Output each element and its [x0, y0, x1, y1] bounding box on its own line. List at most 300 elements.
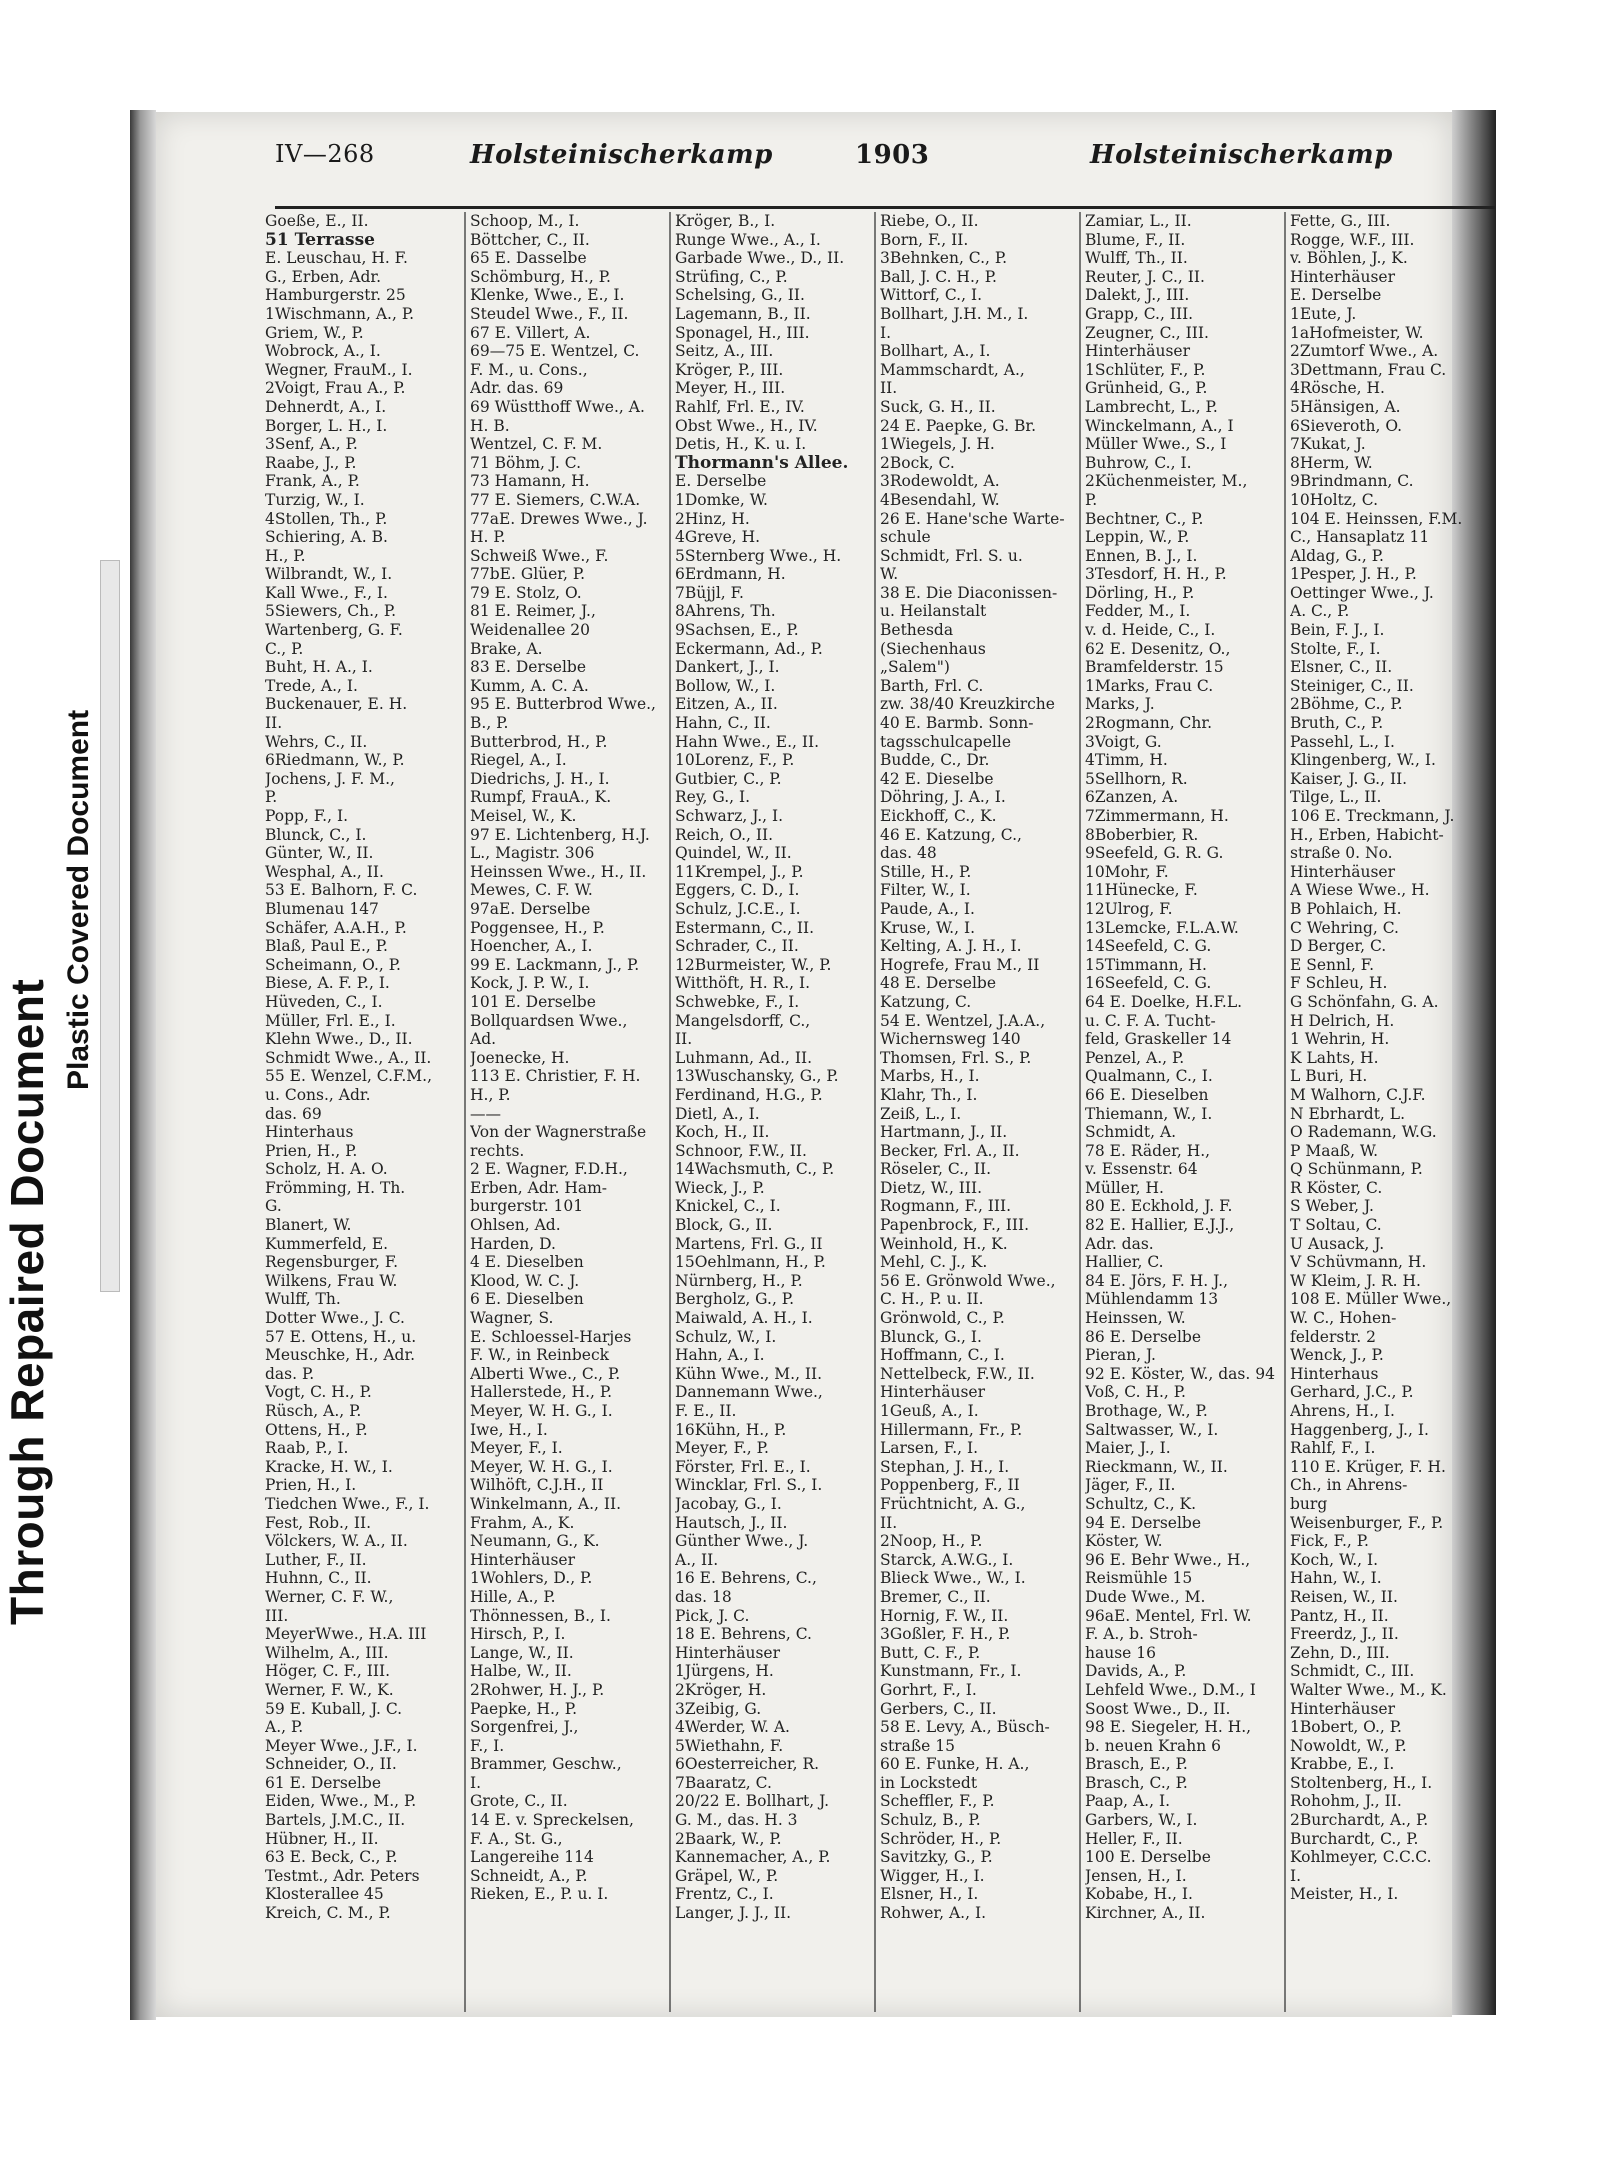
- directory-entry: Hamburgerstr. 25: [265, 286, 406, 305]
- directory-entry: 2Zumtorf Wwe., A.: [1290, 342, 1439, 361]
- directory-entry: Schwebke, F., I.: [675, 992, 800, 1011]
- directory-entry: I.: [880, 323, 892, 342]
- directory-entry: H. B.: [470, 416, 510, 435]
- directory-entry: Lehfeld Wwe., D.M., I: [1085, 1680, 1256, 1699]
- directory-entry: E. Leuschau, H. F.: [265, 249, 408, 268]
- directory-entry: 97aE. Derselbe: [470, 899, 591, 918]
- directory-entry: F., I.: [470, 1736, 505, 1755]
- directory-entry: 94 E. Derselbe: [1085, 1513, 1202, 1532]
- directory-entry: 53 E. Balhorn, F. C.: [265, 881, 418, 900]
- directory-entry: Butterbrod, H., P.: [470, 732, 608, 751]
- directory-entry: Dietl, A., I.: [675, 1104, 760, 1123]
- directory-entry: 5Sternberg Wwe., H.: [675, 546, 842, 565]
- directory-entry: Elsner, H., I.: [880, 1885, 979, 1904]
- directory-entry: Hinterhäuser: [1290, 862, 1396, 881]
- directory-entry: Jochens, J. F. M.,: [265, 769, 395, 788]
- directory-entry: Blumenau 147: [265, 899, 379, 918]
- directory-entry: 3Senf, A., P.: [265, 435, 358, 454]
- directory-entry: Mangelsdorff, C.,: [675, 1011, 811, 1030]
- directory-entry: G., Erben, Adr.: [265, 267, 382, 286]
- directory-entry: Wulff, Th., II.: [1085, 249, 1188, 268]
- directory-entry: 1Geuß, A., I.: [880, 1402, 979, 1420]
- directory-entry: 15Timmann, H.: [1085, 955, 1207, 974]
- directory-entry: Hinterhaus: [1290, 1364, 1379, 1383]
- directory-entry: 1 Wehrin, H.: [1290, 1030, 1390, 1049]
- directory-entry: u. Heilanstalt: [880, 602, 987, 621]
- directory-entry: 16Seefeld, C. G.: [1085, 974, 1212, 993]
- directory-entry: Oettinger Wwe., J.: [1290, 583, 1434, 602]
- directory-entry: 97 E. Lichtenberg, H.J.: [470, 825, 650, 844]
- directory-entry: 84 E. Jörs, F. H. J.,: [1085, 1271, 1229, 1290]
- directory-entry: Garbers, W., I.: [1085, 1811, 1198, 1830]
- directory-entry: Harden, D.: [470, 1234, 556, 1253]
- directory-entry: Leppin, W., P.: [1085, 528, 1190, 547]
- directory-entry: schule: [880, 528, 931, 547]
- directory-entry: F. E., II.: [675, 1402, 737, 1420]
- directory-entry: Schelsing, G., II.: [675, 286, 805, 305]
- directory-entry: U Ausack, J.: [1290, 1234, 1385, 1253]
- directory-entry: Klood, W. C. J.: [470, 1271, 580, 1290]
- directory-entry: Müller, H.: [1085, 1178, 1164, 1197]
- directory-entry: W. C., Hohen-: [1290, 1309, 1397, 1328]
- directory-entry: v. Essenstr. 64: [1085, 1160, 1198, 1179]
- directory-entry: L Buri, H.: [1290, 1067, 1368, 1086]
- directory-entry: Davids, A., P.: [1085, 1662, 1187, 1681]
- directory-entry: Poppenberg, F., II: [880, 1476, 1020, 1495]
- directory-entry: Becker, Frl. A., II.: [880, 1141, 1020, 1160]
- directory-entry: (Siechenhaus: [880, 639, 986, 658]
- directory-entry: MeyerWwe., H.A. III: [265, 1625, 427, 1644]
- directory-entry: Suck, G. H., II.: [880, 397, 996, 416]
- directory-entry: 3Tesdorf, H. H., P.: [1085, 565, 1227, 584]
- directory-entry: Hoencher, A., I.: [470, 937, 593, 956]
- directory-entry: Ball, J. C. H., P.: [880, 267, 997, 286]
- directory-entry: 51 Terrasse: [265, 230, 375, 250]
- directory-entry: 6Sieveroth, O.: [1290, 416, 1403, 435]
- directory-entry: Hinterhaus: [265, 1123, 354, 1142]
- directory-entry: Thormann's Allee.: [675, 453, 849, 473]
- directory-entry: Marks, J.: [1085, 695, 1155, 714]
- directory-entry: Savitzky, G., P.: [880, 1848, 993, 1867]
- directory-entry: P Maaß, W.: [1290, 1141, 1379, 1160]
- directory-entry: Ohlsen, Ad.: [470, 1216, 561, 1235]
- directory-entry: Prien, H., P.: [265, 1141, 358, 1160]
- directory-entry: 9Brindmann, C.: [1290, 472, 1414, 491]
- directory-entry: Eiden, Wwe., M., P.: [265, 1792, 417, 1811]
- directory-entry: Hornig, F. W., II.: [880, 1606, 1009, 1625]
- directory-entry: 46 E. Katzung, C.,: [880, 825, 1022, 844]
- directory-entry: Passehl, L., I.: [1290, 732, 1395, 751]
- directory-entry: 1Wiegels, J. H.: [880, 435, 995, 454]
- directory-entry: „Salem"): [880, 658, 950, 677]
- directory-entry: Wilkens, Frau W.: [265, 1271, 398, 1290]
- directory-entry: Buckenauer, E. H.: [265, 695, 408, 714]
- directory-entry: Döhring, J. A., I.: [880, 788, 1006, 807]
- directory-entry: K Lahts, H.: [1290, 1048, 1379, 1067]
- directory-entry: Seitz, A., III.: [675, 342, 774, 361]
- directory-entry: Larsen, F., I.: [880, 1439, 979, 1458]
- directory-entry: 2Noop, H., P.: [880, 1532, 983, 1551]
- directory-entry: v. Böhlen, J., K.: [1290, 249, 1408, 268]
- directory-entry: Bechtner, C., P.: [1085, 509, 1204, 528]
- directory-entry: Erben, Adr. Ham-: [470, 1178, 608, 1197]
- directory-entry: ——: [470, 1104, 501, 1123]
- directory-entry: 83 E. Derselbe: [470, 658, 587, 677]
- directory-entry: burgerstr. 101: [470, 1197, 584, 1216]
- directory-entry: Kumm, A. C. A.: [470, 676, 589, 695]
- directory-entry: das. P.: [265, 1364, 315, 1383]
- directory-entry: 86 E. Derselbe: [1085, 1327, 1202, 1346]
- directory-entry: Luther, F., II.: [265, 1550, 367, 1569]
- directory-entry: Wobrock, A., I.: [265, 342, 381, 361]
- directory-entry: Butt, C. F., P.: [880, 1643, 981, 1662]
- directory-entry: Paude, A., I.: [880, 899, 975, 918]
- directory-entry: Heinssen, W.: [1085, 1309, 1186, 1328]
- directory-entry: 59 E. Kuball, J. C.: [265, 1699, 403, 1718]
- directory-entry: Stolte, F., I.: [1290, 639, 1381, 658]
- directory-entry: 55 E. Wenzel, C.F.M.,: [265, 1067, 433, 1086]
- directory-entry: zw. 38/40 Kreuzkirche: [880, 695, 1055, 714]
- directory-entry: Langer, J. J., II.: [675, 1904, 792, 1923]
- directory-entry: II.: [880, 1513, 898, 1532]
- directory-entry: Bein, F. J., I.: [1290, 621, 1385, 640]
- directory-entry: W.: [880, 565, 899, 584]
- directory-entry: Hübner, H., II.: [265, 1829, 379, 1848]
- directory-entry: Schiering, A. B.: [265, 528, 388, 547]
- directory-entry: E. Schloessel-Harjes: [470, 1327, 632, 1346]
- directory-entry: Steudel Wwe., F., II.: [470, 304, 629, 323]
- directory-entry: das. 48: [880, 844, 937, 863]
- directory-entry: V Schüvmann, H.: [1290, 1253, 1427, 1272]
- directory-entry: v. d. Heide, C., I.: [1085, 621, 1216, 640]
- directory-entry: 64 E. Doelke, H.F.L.: [1085, 992, 1243, 1011]
- directory-entry: Penzel, A., P.: [1085, 1048, 1185, 1067]
- directory-entry: Weidenallee 20: [470, 621, 591, 640]
- directory-entry: Turzig, W., I.: [265, 490, 365, 509]
- directory-entry: 20/22 E. Bollhart, J.: [675, 1792, 830, 1811]
- directory-entry: 6Oesterreicher, R.: [675, 1755, 820, 1774]
- directory-entry: Freerdz, J., II.: [1290, 1625, 1399, 1644]
- directory-entry: Kühn Wwe., M., II.: [675, 1364, 823, 1383]
- directory-entry: Jacobay, G., I.: [675, 1494, 782, 1513]
- directory-entry: 79 E. Stolz, O.: [470, 583, 582, 602]
- directory-entry: Gräpel, W., P.: [675, 1866, 779, 1885]
- directory-entry: Günther Wwe., J.: [675, 1532, 809, 1551]
- directory-entry: rechts.: [470, 1141, 525, 1160]
- directory-entry: 3Rodewoldt, A.: [880, 472, 1000, 491]
- directory-entry: 11Krempel, J., P.: [675, 862, 804, 881]
- directory-entry: Zeugner, C., III.: [1085, 323, 1209, 342]
- directory-entry: Scheffler, F., P.: [880, 1792, 995, 1811]
- directory-column: [1085, 212, 1290, 2022]
- directory-entry: 58 E. Levy, A., Büsch-: [880, 1718, 1050, 1737]
- directory-entry: Kannemacher, A., P.: [675, 1848, 831, 1867]
- directory-entry: hause 16: [1085, 1643, 1156, 1662]
- directory-entry: Knickel, C., I.: [675, 1197, 781, 1216]
- directory-entry: 61 E. Derselbe: [265, 1773, 382, 1792]
- directory-entry: Klingenberg, W., I.: [1290, 751, 1436, 770]
- directory-entry: Burchardt, C., P.: [1290, 1829, 1419, 1848]
- repair-notice: Through Repaired Document: [1, 978, 53, 1625]
- directory-entry: Dietz, W., III.: [880, 1178, 983, 1197]
- directory-entry: Hinterhäuser: [1290, 267, 1396, 286]
- directory-entry: Nürnberg, H., P.: [675, 1271, 803, 1290]
- directory-entry: Martens, Frl. G., II: [675, 1234, 823, 1253]
- directory-entry: Grapp, C., III.: [1085, 304, 1194, 323]
- directory-entry: Blume, F., II.: [1085, 230, 1186, 249]
- directory-entry: Neumann, G., K.: [470, 1532, 600, 1551]
- directory-entry: F. A., b. Stroh-: [1085, 1625, 1198, 1644]
- directory-entry: Buht, H. A., I.: [265, 658, 373, 677]
- directory-entry: 69—75 E. Wentzel, C.: [470, 342, 640, 361]
- directory-entry: Dannemann Wwe.,: [675, 1383, 823, 1402]
- directory-entry: Thomsen, Frl. S., P.: [880, 1048, 1032, 1067]
- directory-entry: Hoffmann, C., I.: [880, 1346, 1005, 1365]
- directory-entry: Wichernsweg 140: [880, 1030, 1021, 1049]
- directory-entry: P.: [1085, 490, 1098, 509]
- directory-entry: Hinterhäuser: [1085, 342, 1191, 361]
- directory-entry: C., P.: [265, 639, 304, 658]
- directory-entry: 13Lemcke, F.L.A.W.: [1085, 918, 1239, 937]
- directory-entry: Gutbier, C., P.: [675, 769, 782, 788]
- directory-entry: Brake, A.: [470, 639, 543, 658]
- plastic-notice: Plastic Covered Document: [62, 709, 95, 1090]
- directory-entry: 8Boberbier, R.: [1085, 825, 1199, 844]
- directory-entry: Bruth, C., P.: [1290, 714, 1384, 733]
- directory-entry: Rohohm, J., II.: [1290, 1792, 1402, 1811]
- directory-entry: Schrader, C., II.: [675, 937, 799, 956]
- directory-entry: Meyer, W. H. G., I.: [470, 1402, 613, 1420]
- directory-entry: 96aE. Mentel, Frl. W.: [1085, 1606, 1252, 1625]
- directory-entry: C., Hansaplatz 11: [1290, 528, 1430, 547]
- directory-entry: Blieck Wwe., W., I.: [880, 1569, 1026, 1588]
- directory-entry: E Sennl, F.: [1290, 955, 1375, 974]
- directory-entry: Müller Wwe., S., I: [1085, 435, 1227, 454]
- directory-entry: Mewes, C. F. W.: [470, 881, 593, 900]
- directory-entry: 77 E. Siemers, C.W.A.: [470, 490, 641, 509]
- directory-entry: Fette, G., III.: [1290, 212, 1391, 230]
- directory-entry: Schulz, B., P.: [880, 1811, 981, 1830]
- directory-entry: Böttcher, C., II.: [470, 230, 590, 249]
- directory-entry: 3Dettmann, Frau C.: [1290, 360, 1447, 379]
- directory-entry: Reisen, W., II.: [1290, 1587, 1398, 1606]
- directory-entry: Meyer, W. H. G., I.: [470, 1457, 613, 1476]
- directory-entry: Koch, H., II.: [675, 1123, 770, 1142]
- directory-entry: Frahm, A., K.: [470, 1513, 575, 1532]
- directory-entry: Schröder, H., P.: [880, 1829, 1002, 1848]
- directory-entry: Heller, F., II.: [1085, 1829, 1183, 1848]
- directory-entry: Buhrow, C., I.: [1085, 453, 1192, 472]
- directory-entry: 16 E. Behrens, C.,: [675, 1569, 817, 1588]
- directory-entry: Wehrs, C., II.: [265, 732, 368, 751]
- directory-entry: Reismühle 15: [1085, 1569, 1193, 1588]
- directory-entry: 62 E. Desenitz, O.,: [1085, 639, 1231, 658]
- directory-entry: 4Werder, W. A.: [675, 1718, 790, 1737]
- directory-entry: Kohlmeyer, C.C.C.: [1290, 1848, 1432, 1867]
- directory-entry: Lambrecht, L., P.: [1085, 397, 1218, 416]
- directory-entry: 2Böhme, C., P.: [1290, 695, 1403, 714]
- directory-entry: Barth, Frl. C.: [880, 676, 984, 695]
- directory-entry: 6Zanzen, A.: [1085, 788, 1179, 807]
- directory-entry: Sorgenfrei, J.,: [470, 1718, 579, 1737]
- directory-entry: Kobabe, H., I.: [1085, 1885, 1193, 1904]
- directory-entry: A., II.: [675, 1550, 719, 1569]
- directory-entry: Trede, A., I.: [265, 676, 358, 695]
- directory-entry: Haggenberg, J., I.: [1290, 1420, 1429, 1439]
- directory-entry: Kruse, W., I.: [880, 918, 976, 937]
- directory-entry: Grünheid, G., P.: [1085, 379, 1208, 398]
- directory-entry: 77aE. Drewes Wwe., J.: [470, 509, 648, 528]
- directory-entry: tagsschulcapelle: [880, 732, 1012, 751]
- directory-entry: Schweiß Wwe., F.: [470, 546, 609, 565]
- directory-entry: Rumpf, FrauA., K.: [470, 788, 612, 807]
- directory-entry: Marbs, H., I.: [880, 1067, 980, 1086]
- directory-entry: Hinterhäuser: [1290, 1699, 1396, 1718]
- directory-entry: Schmidt, C., III.: [1290, 1662, 1415, 1681]
- directory-entry: 7Kukat, J.: [1290, 435, 1366, 454]
- directory-entry: Sponagel, H., III.: [675, 323, 810, 342]
- directory-entry: Regensburger, F.: [265, 1253, 399, 1272]
- directory-entry: A., P.: [265, 1718, 304, 1737]
- directory-entry: Halbe, W., II.: [470, 1662, 572, 1681]
- directory-entry: 18 E. Behrens, C.: [675, 1625, 812, 1644]
- directory-entry: Völckers, W. A., II.: [265, 1532, 408, 1551]
- directory-entry: Klosterallee 45: [265, 1885, 384, 1904]
- directory-entry: Weisenburger, F., P.: [1290, 1513, 1444, 1532]
- directory-entry: G. M., das. H. 3: [675, 1811, 798, 1830]
- directory-entry: 54 E. Wentzel, J.A.A.,: [880, 1011, 1046, 1030]
- directory-entry: Köster, W.: [1085, 1532, 1163, 1551]
- directory-entry: 16Kühn, H., P.: [675, 1420, 787, 1439]
- directory-entry: u. Cons., Adr.: [265, 1085, 371, 1104]
- directory-entry: Winkelmann, A., II.: [470, 1494, 622, 1513]
- directory-entry: Strüfing, C., P.: [675, 267, 788, 286]
- directory-entry: Elsner, C., II.: [1290, 658, 1393, 677]
- page-reference: IV—268: [275, 140, 375, 168]
- directory-entry: Ennen, B. J., I.: [1085, 546, 1198, 565]
- directory-entry: Meisel, W., K.: [470, 807, 577, 825]
- directory-entry: C. H., P. u. II.: [880, 1290, 984, 1309]
- directory-entry: Detis, H., K. u. I.: [675, 435, 807, 454]
- directory-entry: straße 0. No.: [1290, 844, 1393, 863]
- directory-entry: Bethesda: [880, 621, 954, 640]
- street-title-right: Holsteinischerkamp: [1090, 140, 1393, 170]
- directory-entry: Dörling, H., P.: [1085, 583, 1195, 602]
- directory-entry: Block, G., II.: [675, 1216, 773, 1235]
- directory-entry: 10Holtz, C.: [1290, 490, 1379, 509]
- directory-entry: 3Zeibig, G.: [675, 1699, 762, 1718]
- directory-entry: A. C., P.: [1290, 602, 1350, 621]
- directory-entry: Zeiß, L., I.: [880, 1104, 962, 1123]
- directory-entry: 104 E. Heinssen, F.M.: [1290, 509, 1463, 528]
- directory-entry: N Ebrhardt, L.: [1290, 1104, 1405, 1123]
- directory-entry: 56 E. Grönwold Wwe.,: [880, 1271, 1056, 1290]
- directory-entry: Paap, A., I.: [1085, 1792, 1171, 1811]
- directory-entry: 2Kröger, H.: [675, 1680, 767, 1699]
- directory-entry: Dude Wwe., M.: [1085, 1587, 1206, 1606]
- directory-entry: Koch, W., I.: [1290, 1550, 1379, 1569]
- directory-entry: 2 E. Wagner, F.D.H.,: [470, 1160, 628, 1179]
- directory-entry: 1Pesper, J. H., P.: [1290, 565, 1417, 584]
- directory-entry: Lange, W., II.: [470, 1643, 574, 1662]
- street-title-left: Holsteinischerkamp: [470, 140, 773, 170]
- directory-entry: Ad.: [470, 1030, 497, 1049]
- notice-strip: [100, 560, 120, 1292]
- directory-entry: Voß, C. H., P.: [1085, 1383, 1186, 1402]
- year-title: 1903: [855, 140, 930, 170]
- directory-entry: Bollquardsen Wwe.,: [470, 1011, 628, 1030]
- directory-entry: P.: [265, 788, 278, 807]
- directory-entry: Schwarz, J., I.: [675, 807, 784, 825]
- directory-entry: Hogrefe, Frau M., II: [880, 955, 1040, 974]
- directory-entry: burg: [1290, 1494, 1328, 1513]
- directory-entry: Bergholz, G., P.: [675, 1290, 795, 1309]
- directory-entry: Schneider, O., II.: [265, 1755, 397, 1774]
- directory-entry: 2Burchardt, A., P.: [1290, 1811, 1429, 1830]
- directory-entry: Schoop, M., I.: [470, 212, 580, 230]
- directory-entry: Eickhoff, C., K.: [880, 807, 997, 825]
- directory-entry: Raab, P., I.: [265, 1439, 349, 1458]
- directory-entry: Gerhard, J.C., P.: [1290, 1383, 1414, 1402]
- directory-entry: Starck, A.W.G., I.: [880, 1550, 1014, 1569]
- directory-entry: 1Wischmann, A., P.: [265, 304, 415, 323]
- directory-entry: Riebe, O., II.: [880, 212, 979, 230]
- directory-entry: H., P.: [470, 1085, 511, 1104]
- directory-entry: Wittorf, C., I.: [880, 286, 982, 305]
- directory-entry: u. C. F. A. Tucht-: [1085, 1011, 1216, 1030]
- directory-entry: Thiemann, W., I.: [1085, 1104, 1213, 1123]
- directory-entry: Eckermann, Ad., P.: [675, 639, 823, 658]
- column-divider: [669, 212, 671, 2012]
- directory-entry: das. 18: [675, 1587, 732, 1606]
- directory-entry: Papenbrock, F., III.: [880, 1216, 1030, 1235]
- directory-entry: Meuschke, H., Adr.: [265, 1346, 416, 1365]
- directory-entry: Kröger, P., III.: [675, 360, 784, 379]
- directory-entry: 6Erdmann, H.: [675, 565, 786, 584]
- directory-entry: 15Oehlmann, H., P.: [675, 1253, 826, 1272]
- directory-entry: 2Voigt, Frau A., P.: [265, 379, 406, 398]
- directory-entry: Klenke, Wwe., E., I.: [470, 286, 625, 305]
- directory-entry: Dalekt, J., III.: [1085, 286, 1190, 305]
- directory-entry: Kaiser, J. G., II.: [1290, 769, 1408, 788]
- directory-entry: F. W., in Reinbeck: [470, 1346, 610, 1365]
- directory-entry: Hallier, C.: [1085, 1253, 1164, 1272]
- directory-entry: 81 E. Reimer, J.,: [470, 602, 596, 621]
- directory-entry: 7Zimmermann, H.: [1085, 807, 1229, 825]
- directory-entry: D Berger, C.: [1290, 937, 1387, 956]
- directory-entry: Kummerfeld, E.: [265, 1234, 389, 1253]
- directory-entry: 12Ulrog, F.: [1085, 899, 1173, 918]
- directory-entry: Kirchner, A., II.: [1085, 1904, 1206, 1923]
- directory-entry: 13Wuschansky, G., P.: [675, 1067, 839, 1086]
- directory-entry: Mehl, C. J., K.: [880, 1253, 988, 1272]
- directory-entry: Blunck, C., I.: [265, 825, 367, 844]
- directory-entry: Hahn Wwe., E., II.: [675, 732, 820, 751]
- directory-entry: 6Riedmann, W., P.: [265, 751, 405, 770]
- directory-entry: Testmt., Adr. Peters: [265, 1866, 420, 1885]
- directory-entry: 66 E. Dieselben: [1085, 1085, 1209, 1104]
- directory-entry: 42 E. Dieselbe: [880, 769, 994, 788]
- directory-entry: E. Derselbe: [675, 472, 767, 491]
- directory-entry: 1aHofmeister, W.: [1290, 323, 1424, 342]
- directory-entry: 14 E. v. Spreckelsen,: [470, 1811, 634, 1830]
- directory-entry: Scheimann, O., P.: [265, 955, 401, 974]
- directory-entry: Qualmann, C., I.: [1085, 1067, 1213, 1086]
- directory-entry: Rieckmann, W., II.: [1085, 1457, 1228, 1476]
- directory-entry: Hinterhäuser: [675, 1643, 781, 1662]
- directory-entry: Schulz, W., I.: [675, 1327, 777, 1346]
- directory-entry: 14Seefeld, C. G.: [1085, 937, 1212, 956]
